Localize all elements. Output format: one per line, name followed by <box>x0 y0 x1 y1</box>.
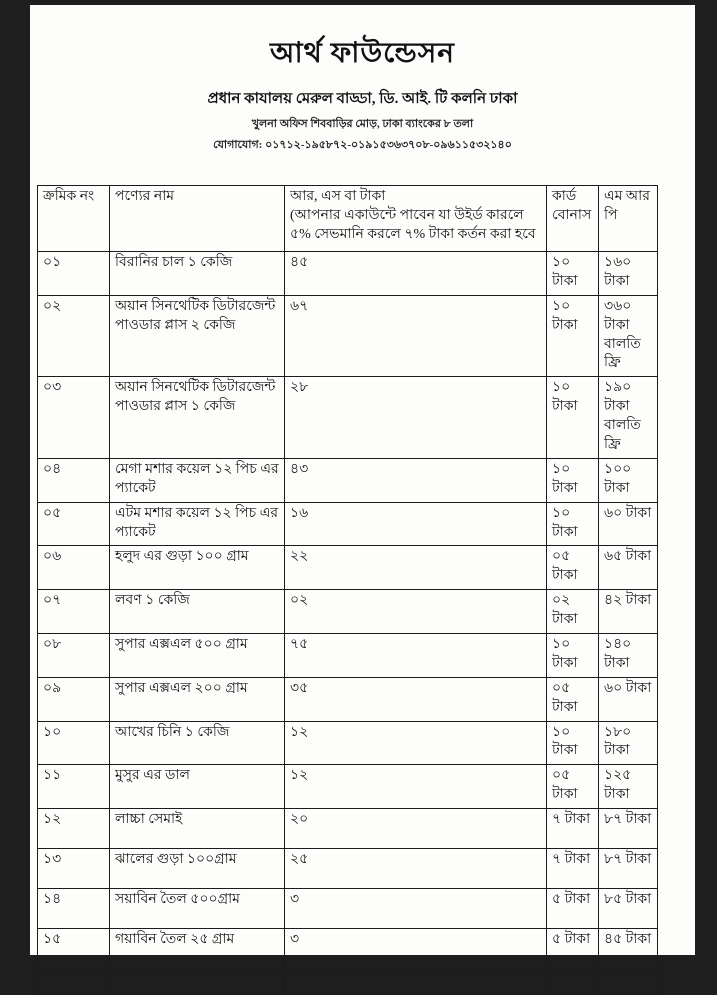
mrp-cell: ১৯০ টাকা বালতি ফ্রি <box>599 377 658 459</box>
serial-cell: ০৫ <box>38 502 110 546</box>
product-cell: সুপার এক্সএল ২০০ গ্রাম <box>110 677 285 721</box>
mrp-cell: ৩৬০ টাকা বালতি ফ্রি <box>599 295 658 377</box>
product-cell: হলুদ এর গুড়া ১০০ গ্রাম <box>110 546 285 590</box>
rs-cell: ১২ <box>285 765 547 809</box>
document-header <box>30 31 695 155</box>
rs-cell: ৬৭ <box>285 295 547 377</box>
serial-cell: ০৪ <box>38 458 110 502</box>
table-row <box>38 889 658 929</box>
product-cell: এটম মশার কয়েল ১২ পিচ এর প্যাকেট <box>110 502 285 546</box>
header-rs-note: (আপনার একাউন্টে পাবেন যা উইর্ড কারলে ৫% সেভমানি করলে ৭% টাকা কর্তন করা হবে <box>290 207 536 242</box>
table-row <box>38 809 658 849</box>
serial-cell: ১১ <box>38 765 110 809</box>
product-cell: লাচ্চা সেমাই <box>110 809 285 849</box>
table-row <box>38 458 658 502</box>
mrp-cell: ৪৫ টাকা <box>599 929 658 969</box>
rs-cell: ২০ <box>285 809 547 849</box>
scanned-page <box>30 5 695 955</box>
table-row <box>38 502 658 546</box>
product-cell: বিরানির চাল ১ কেজি <box>110 252 285 296</box>
serial-cell: ১২ <box>38 809 110 849</box>
table-row <box>38 252 658 296</box>
table-row <box>38 849 658 889</box>
product-cell: অয়ান সিনথেটিক ডিটারজেন্ট পাওডার প্লাস ২ কেজি <box>110 295 285 377</box>
table-row-empty <box>38 969 658 995</box>
serial-cell: ০৮ <box>38 634 110 678</box>
mrp-cell: ৬০ টাকা <box>599 677 658 721</box>
table-row <box>38 590 658 634</box>
rs-cell: ২২ <box>285 546 547 590</box>
mrp-cell: ৮৫ টাকা <box>599 889 658 929</box>
bonus-cell: ০৫ টাকা <box>547 765 599 809</box>
mrp-cell: ৮৭ টাকা <box>599 849 658 889</box>
header-bonus: কার্ড বোনাস <box>547 186 599 252</box>
product-cell <box>110 969 285 995</box>
bonus-cell: ১০ টাকা <box>547 502 599 546</box>
bonus-cell: ০২ টাকা <box>547 590 599 634</box>
head-office-address: প্রধান কাযালয় মেরুল বাড্ডা, ডি. আই. টি কলনি ঢাকা <box>207 91 518 107</box>
bonus-cell: ০৫ টাকা <box>547 677 599 721</box>
bonus-cell <box>547 969 599 995</box>
bonus-cell: ৭ টাকা <box>547 809 599 849</box>
rs-cell: ২৫ <box>285 849 547 889</box>
serial-cell: ০২ <box>38 295 110 377</box>
rs-cell: ২৮ <box>285 377 547 459</box>
table-row <box>38 721 658 765</box>
table-row <box>38 929 658 969</box>
rs-cell: ৩৫ <box>285 677 547 721</box>
serial-cell: ০৬ <box>38 546 110 590</box>
price-table <box>37 185 658 995</box>
mrp-cell: ৮৭ টাকা <box>599 809 658 849</box>
serial-cell: ১০ <box>38 721 110 765</box>
product-cell: মেগা মশার কয়েল ১২ পিচ এর প্যাকেট <box>110 458 285 502</box>
bonus-cell: ১০ টাকা <box>547 458 599 502</box>
bonus-cell: ১০ টাকা <box>547 634 599 678</box>
serial-cell: ১৪ <box>38 889 110 929</box>
page-title: আর্থ ফাউন্ডেসন <box>269 38 455 69</box>
table-row <box>38 634 658 678</box>
rs-cell: ৪৩ <box>285 458 547 502</box>
mrp-cell: ১৮০ টাকা <box>599 721 658 765</box>
product-cell: লবণ ১ কেজি <box>110 590 285 634</box>
bonus-cell: ১০ টাকা <box>547 377 599 459</box>
header-serial: ক্রমিক নং <box>38 186 110 252</box>
serial-cell <box>38 969 110 995</box>
rs-cell: ৩ <box>285 929 547 969</box>
mrp-cell: ১২৫ টাকা <box>599 765 658 809</box>
mrp-cell: ১৪০ টাকা <box>599 634 658 678</box>
bonus-cell: ১০ টাকা <box>547 252 599 296</box>
rs-cell: ৪৫ <box>285 252 547 296</box>
table-row <box>38 677 658 721</box>
rs-cell: ১৬ <box>285 502 547 546</box>
product-cell: ঝালের গুড়া ১০০গ্রাম <box>110 849 285 889</box>
mrp-cell <box>599 969 658 995</box>
branch-office-address: খুলনা অফিস শিববাড়ির মোড়, ঢাকা ব্যাংকের ৮ তলা <box>251 118 474 130</box>
product-cell: সয়াবিন তৈল ৫০০গ্রাম <box>110 889 285 929</box>
rs-cell: ৭৫ <box>285 634 547 678</box>
serial-cell: ০৭ <box>38 590 110 634</box>
rs-cell: ১২ <box>285 721 547 765</box>
product-cell: আখের চিনি ১ কেজি <box>110 721 285 765</box>
mrp-cell: ৪২ টাকা <box>599 590 658 634</box>
product-cell: গয়াবিন তৈল ২৫ গ্রাম <box>110 929 285 969</box>
serial-cell: ০৯ <box>38 677 110 721</box>
rs-cell <box>285 969 547 995</box>
mrp-cell: ১০০ টাকা <box>599 458 658 502</box>
bonus-cell: ১০ টাকা <box>547 721 599 765</box>
header-mrp: এম আর পি <box>599 186 658 252</box>
product-cell: মুসুর এর ডাল <box>110 765 285 809</box>
table-row <box>38 377 658 459</box>
bonus-cell: ৫ টাকা <box>547 889 599 929</box>
rs-cell: ৩ <box>285 889 547 929</box>
mrp-cell: ১৬০ টাকা <box>599 252 658 296</box>
table-row <box>38 765 658 809</box>
table-row <box>38 295 658 377</box>
mrp-cell: ৬০ টাকা <box>599 502 658 546</box>
bonus-cell: ৭ টাকা <box>547 849 599 889</box>
product-cell: সুপার এক্সএল ৫০০ গ্রাম <box>110 634 285 678</box>
header-rs-title: আর, এস বা টাকা <box>290 189 386 204</box>
serial-cell: ০৩ <box>38 377 110 459</box>
product-cell: অয়ান সিনথেটিক ডিটারজেন্ট পাওডার প্লাস ১ কেজি <box>110 377 285 459</box>
mrp-cell: ৬৫ টাকা <box>599 546 658 590</box>
serial-cell: ১৩ <box>38 849 110 889</box>
table-header-row <box>38 186 658 252</box>
bonus-cell: ১০ টাকা <box>547 295 599 377</box>
contact-numbers: যোগাযোগ: ০১৭১২-১৯৫৮৭২-০১৯১৫৩৬৩৭০৮-০৯৬১১৫৩২১৪০ <box>213 139 512 151</box>
header-product: পণ্যের নাম <box>110 186 285 252</box>
bonus-cell: ০৫ টাকা <box>547 546 599 590</box>
table-row <box>38 546 658 590</box>
serial-cell: ০১ <box>38 252 110 296</box>
bonus-cell: ৫ টাকা <box>547 929 599 969</box>
serial-cell: ১৫ <box>38 929 110 969</box>
rs-cell: ০২ <box>285 590 547 634</box>
header-rs <box>285 186 547 252</box>
